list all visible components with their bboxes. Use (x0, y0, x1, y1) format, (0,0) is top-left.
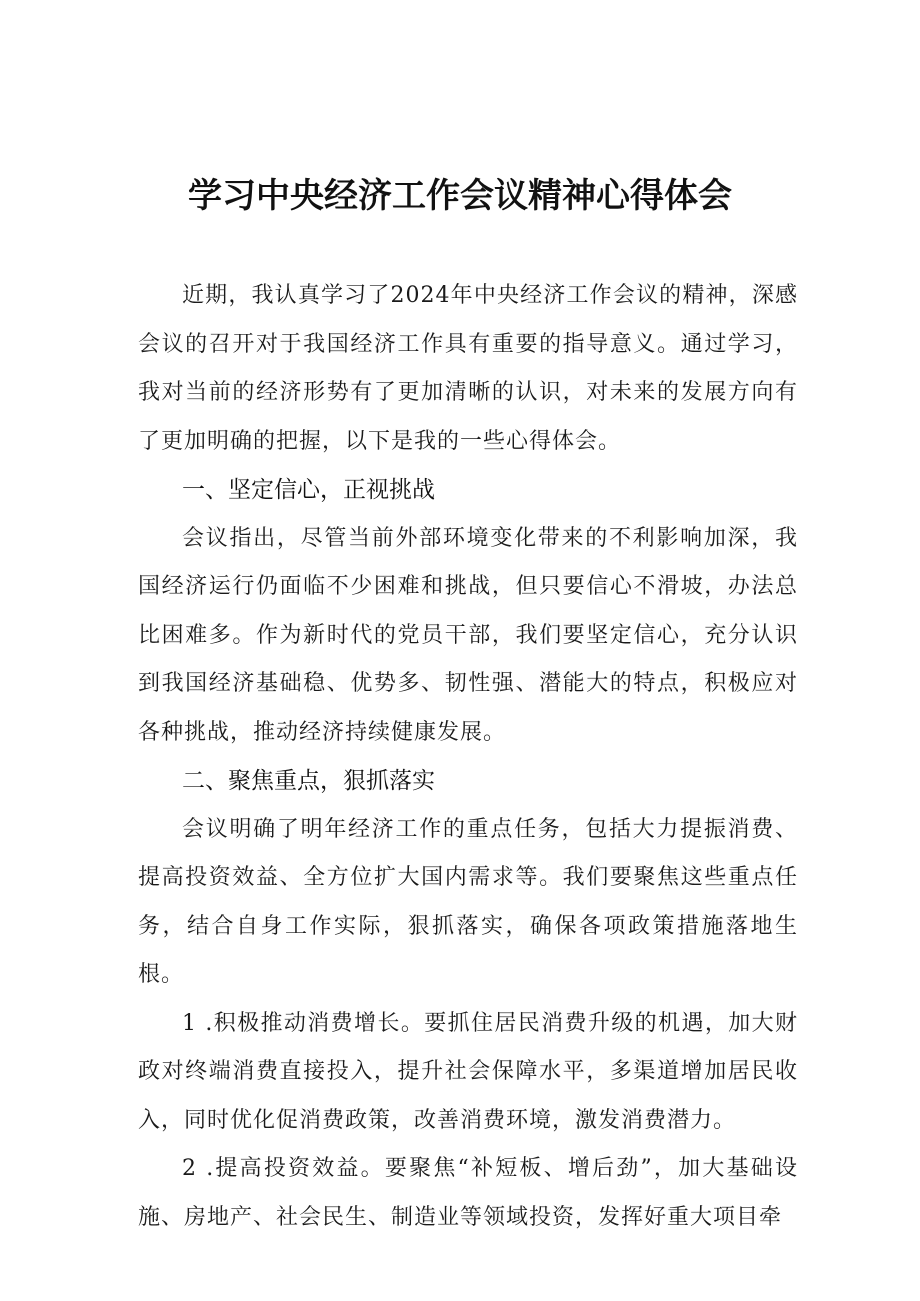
list-item-2-paragraph: 2 .提高投资效益。要聚焦“补短板、增后劲”，加大基础设施、房地产、社会民生、制造业等领域投资，发挥好重大项目牵 (138, 1156, 798, 1230)
intro-paragraph: 近期，我认真学习了2024年中央经济工作会议的精神，深感会议的召开对于我国经济工作具有重要的指导意义。通过学习，我对当前的经济形势有了更加清晰的认识，对未来的发展方向有了更加明确的把握，以下是我的一些心得体会。 (138, 283, 798, 454)
list-item-1-paragraph: 1 .积极推动消费增长。要抓住居民消费升级的机遇，加大财政对终端消费直接投入，提升社会保障水平，多渠道增加居民收入，同时优化促消费政策，改善消费环境，激发消费潜力。 (138, 1010, 798, 1133)
section-heading-2: 二、聚焦重点，狠抓落实 (182, 768, 435, 794)
section-2-paragraph: 会议明确了明年经济工作的重点任务，包括大力提振消费、提高投资效益、全方位扩大国内需求等。我们要聚焦这些重点任务，结合自身工作实际，狠抓落实，确保各项政策措施落地生根。 (138, 816, 798, 987)
document-body (138, 272, 798, 1242)
document-title: 学习中央经济工作会议精神心得体会 (188, 176, 732, 216)
section-1-paragraph: 会议指出，尽管当前外部环境变化带来的不利影响加深，我国经济运行仍面临不少困难和挑战，但只要信心不滑坡，办法总比困难多。作为新时代的党员干部，我们要坚定信心，充分认识到我国经济基础稳、优势多、韧性强、潜能大的特点，积极应对各种挑战，推动经济持续健康发展。 (138, 525, 798, 745)
section-heading-1: 一、坚定信心，正视挑战 (182, 477, 435, 503)
